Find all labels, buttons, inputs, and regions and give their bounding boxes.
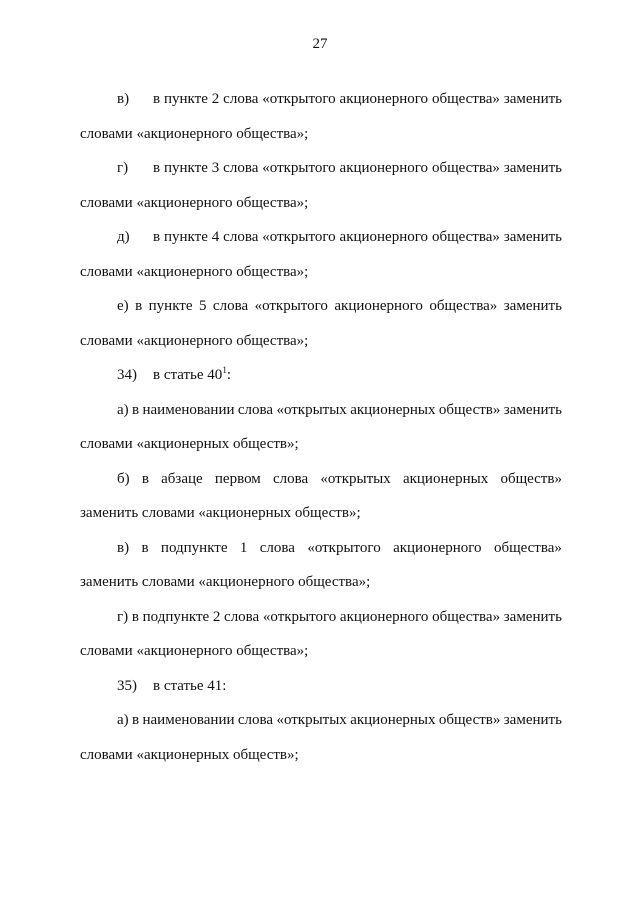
word: г) — [117, 608, 129, 625]
page-number: 27 — [312, 36, 328, 52]
word: в — [132, 401, 140, 418]
item-text — [153, 220, 562, 255]
item-label: д) — [117, 229, 130, 246]
word: 3 — [211, 160, 220, 177]
word: акционерного — [339, 91, 429, 107]
word: б) — [117, 470, 130, 487]
word: акционерного — [339, 160, 429, 177]
word: «открытого — [262, 229, 336, 246]
word: в — [131, 608, 139, 625]
paragraph-continuation-line — [0, 738, 640, 773]
item-text-continuation: словами «акционерного общества»; — [80, 194, 309, 211]
word: слова — [223, 229, 259, 246]
word: общества» — [493, 539, 562, 556]
item-text — [117, 289, 562, 324]
paragraph-continuation-line — [0, 427, 640, 462]
word: акционерного — [339, 608, 429, 625]
word: в — [141, 470, 149, 487]
word: подпункте — [142, 608, 210, 625]
item-text-continuation: словами «акционерного общества»; — [80, 332, 309, 349]
word: общества» — [429, 298, 498, 315]
word: в — [141, 539, 149, 556]
word: «открытого — [262, 160, 336, 177]
word: слова — [223, 160, 259, 177]
word: 4 — [211, 229, 220, 246]
item-text — [117, 600, 562, 635]
paragraph-first-line — [0, 151, 640, 186]
word: заменить — [503, 229, 562, 246]
paragraph-continuation-line — [0, 117, 640, 152]
word: акционерного — [334, 298, 423, 315]
item-text — [117, 531, 562, 566]
paragraph-continuation-line — [0, 565, 640, 600]
word: заменить — [503, 298, 562, 315]
word: слова — [237, 401, 274, 418]
word: слова — [212, 298, 249, 315]
superscript-index: 1 — [222, 365, 227, 376]
word: заменить — [503, 91, 562, 107]
word: е) — [117, 298, 129, 315]
word: подпункте — [160, 539, 228, 556]
word: «открытого — [307, 539, 381, 556]
word: акционерных — [350, 712, 436, 729]
paragraph-first-line — [0, 82, 640, 117]
item-text-continuation: словами «акционерных обществ»; — [80, 746, 299, 763]
word: 5 — [198, 298, 207, 315]
word: в — [132, 712, 140, 729]
word: слова — [237, 712, 274, 729]
word: абзаце — [161, 470, 203, 487]
word: первом — [214, 470, 261, 487]
word: слова — [223, 91, 259, 107]
paragraph-first-line — [0, 462, 640, 497]
word: 1 — [239, 539, 248, 556]
section-number: 35) — [117, 677, 137, 694]
word: в) — [117, 539, 130, 556]
paragraph-continuation-line — [0, 496, 640, 531]
word: а) — [117, 712, 129, 729]
word: наименовании — [142, 401, 235, 418]
word: слова — [224, 608, 260, 625]
word: общества» — [432, 608, 501, 625]
paragraph-first-line — [0, 289, 640, 324]
item-text-continuation: словами «акционерных обществ»; — [80, 436, 299, 453]
word: заменить — [503, 608, 562, 625]
word: 2 — [211, 91, 220, 107]
word: общества» — [431, 91, 500, 107]
word: пункте — [148, 298, 193, 315]
item-text — [117, 703, 562, 738]
section-text-suffix: : — [226, 367, 231, 384]
paragraph-continuation-line — [0, 634, 640, 669]
word: «открытых — [276, 401, 347, 418]
item-text-continuation: словами «акционерного общества»; — [80, 125, 309, 142]
paragraph-first-line — [0, 220, 640, 255]
word: общества» — [431, 229, 500, 246]
item-text-continuation: заменить словами «акционерных обществ»; — [80, 505, 361, 522]
paragraph-first-line — [0, 703, 640, 738]
word: пункте — [164, 160, 208, 177]
word: «открытого — [254, 298, 328, 315]
word: 2 — [212, 608, 221, 625]
word: акционерного — [393, 539, 482, 556]
word: в — [153, 91, 161, 107]
paragraph-continuation-line — [0, 186, 640, 221]
item-text — [153, 151, 562, 186]
section-number: 34) — [117, 367, 137, 384]
section-heading-line — [0, 358, 640, 393]
word: пункте — [164, 229, 208, 246]
word: обществ» — [438, 712, 501, 729]
word: акционерных — [350, 401, 436, 418]
word: общества» — [431, 160, 500, 177]
item-label: г) — [117, 160, 129, 177]
paragraph-continuation-line — [0, 255, 640, 290]
word: а) — [117, 401, 129, 418]
paragraph-first-line — [0, 531, 640, 566]
section-heading-line — [0, 669, 640, 704]
paragraph-first-line — [0, 393, 640, 428]
word: обществ» — [438, 401, 501, 418]
word: «открытого — [262, 608, 337, 625]
word: в — [153, 229, 161, 246]
word: заменить — [503, 160, 562, 177]
item-text — [117, 393, 562, 428]
item-label: в) — [117, 91, 130, 107]
paragraph-continuation-line — [0, 324, 640, 359]
word: в — [153, 160, 161, 177]
word: заменить — [503, 401, 562, 418]
section-text-main: в статье 40 — [153, 367, 223, 384]
item-text — [153, 82, 562, 117]
item-text-continuation: словами «акционерного общества»; — [80, 643, 309, 660]
paragraph-first-line — [0, 600, 640, 635]
word: «открытых — [320, 470, 391, 487]
word: обществ» — [500, 470, 562, 487]
document-body — [0, 82, 640, 772]
item-text-continuation: заменить словами «акционерного общества»; — [80, 574, 371, 591]
word: слова — [272, 470, 309, 487]
item-text-continuation: словами «акционерного общества»; — [80, 263, 309, 280]
word: «открытого — [262, 91, 336, 107]
word: заменить — [503, 712, 562, 729]
word: в — [135, 298, 143, 315]
item-text — [117, 462, 562, 497]
word: «открытых — [276, 712, 347, 729]
word: акционерных — [402, 470, 489, 487]
word: слова — [259, 539, 295, 556]
section-text: в статье 41: — [153, 677, 227, 694]
section-text — [153, 358, 231, 393]
word: акционерного — [339, 229, 429, 246]
word: наименовании — [142, 712, 235, 729]
word: пункте — [164, 91, 208, 107]
